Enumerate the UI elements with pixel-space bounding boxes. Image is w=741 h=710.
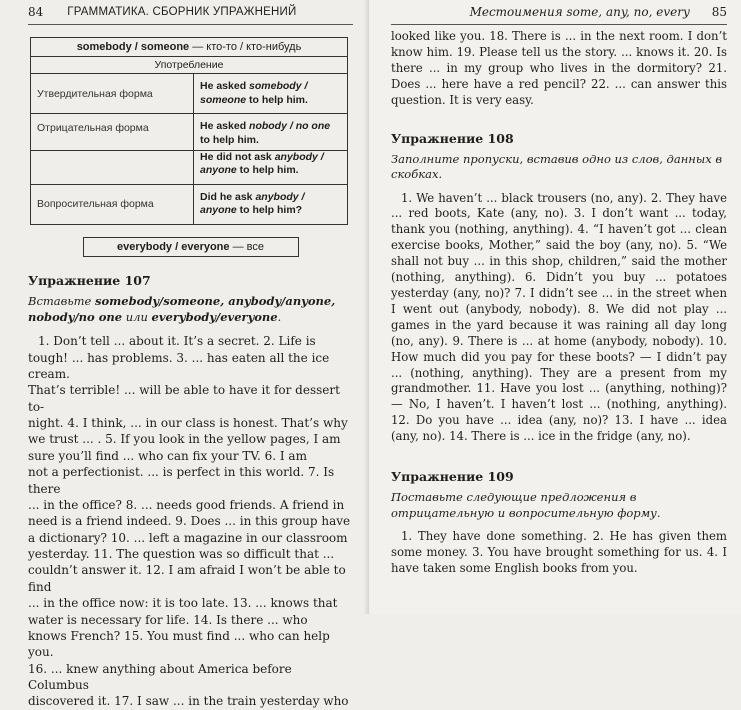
exercise-108-instruction: Заполните пропуски, вставив одно из слов, данных в скобках. xyxy=(391,151,723,182)
example-prefix: He did not ask xyxy=(200,150,275,163)
grammar-table xyxy=(30,37,348,225)
text-line: ... in the office now: it is too late. 13. ... knows that xyxy=(28,596,338,611)
table-row-example xyxy=(194,114,348,150)
instruction-part: . xyxy=(277,309,282,324)
text-line: not a perfectionist. ... is perfect in this world. 7. Is there xyxy=(28,465,335,496)
everybody-term: everybody / everyone xyxy=(117,241,230,254)
text-line: need is a friend indeed. 9. Does ... in this group have xyxy=(28,514,351,529)
example-rest: to help him. xyxy=(246,93,308,106)
left-page xyxy=(0,0,369,709)
example-prefix: He asked xyxy=(200,120,250,133)
instruction-words: everybody/everyone xyxy=(151,309,278,324)
right-page-header xyxy=(391,0,727,25)
right-page xyxy=(369,0,741,614)
grammar-table-subheader: Употребление xyxy=(31,57,348,74)
exercise-108-title: Упражнение 108 xyxy=(391,130,514,146)
example-word: anybody / xyxy=(274,150,324,163)
example-word-2: anyone xyxy=(200,164,237,177)
everybody-box xyxy=(83,237,299,257)
text-line: night. 4. I think, ... in our class is honest. That’s why xyxy=(28,416,348,431)
text-line: a dictionary? 10. ... left a magazine in our classroom xyxy=(28,530,348,545)
example-word: nobody / no one xyxy=(249,120,331,133)
text-line: water is necessary for life. 14. Is there ... who xyxy=(28,612,308,627)
text-line: couldn’t answer it. 12. I am afraid I won’t be able to find xyxy=(28,563,346,594)
exercise-107-title: Упражнение 107 xyxy=(28,273,151,289)
text-line: ... in the office? 8. ... needs good friends. A friend in xyxy=(28,497,345,512)
exercise-109-title: Упражнение 109 xyxy=(391,469,514,485)
table-row xyxy=(31,150,348,184)
exercise-107-continuation: looked like you. 18. There is ... in the next room. I don’t know him. 19. Please tell us the story. ... knows it. 20. Is there ... in my group who lives in the dormitory? 21. Does ... here have a red pencil? 22. ... can answer this question. It is very easy. xyxy=(391,29,727,107)
table-row-label xyxy=(31,150,194,184)
text-line: That’s terrible! ... will be able to have it for dessert to- xyxy=(28,383,340,414)
right-page-number: 85 xyxy=(711,5,727,19)
table-row-example xyxy=(194,184,348,224)
text-line: 16. ... knew anything about America before Columbus xyxy=(28,661,292,693)
left-page-header xyxy=(28,0,353,25)
table-row xyxy=(31,184,348,224)
exercise-108-text: 1. We haven’t ... black trousers (no, any). 2. They have ... red boots, Kate (any, no). 3. I don’t want ... today, thank you (nothing, anything). 4. “I haven’t got ... clean exercise books, Mother,” said the boy (any, no). 5. “We shall not buy ... in this shop, children,” said the mother (nothing, anything). 6. Didn’t you buy ... potatoes yesterday (any, no)? 7. I didn’t see ... in the street when I went out (anybody, nobody). 8. We did not play ... games in the yard because it was raining all day long (no, any). 9. There is ... at home (anybody, nobody). 10. How much did you pay for these boots? — I didn’t pay ... (nothing, anything). They are a present from my grandmother. 11. Have you lost ... (anything, nothing)? — No, I haven’t. I haven’t lost ... (nothing, anything). 12. Do you have ... idea (any, no)? 13. I have ... idea (any, no). 14. There is ... ice in the fridge (any, no). xyxy=(391,190,727,444)
example-prefix: Did he ask xyxy=(200,190,256,203)
table-row-label: Утвердительная форма xyxy=(31,74,194,114)
right-page-header-title: Местоимения some, any, no, every xyxy=(469,5,690,19)
exercise-107-instruction xyxy=(28,294,353,325)
grammar-table-head xyxy=(31,38,348,57)
everybody-translation: — все xyxy=(229,241,264,254)
example-word-2: someone xyxy=(200,93,247,106)
text-line: knows French? 15. You must find ... who can help you. xyxy=(28,628,330,660)
exercise-109-text: 1. They have done something. 2. He has given them some money. 3. You have brought something for us. 4. I have taken some English books from you. xyxy=(391,529,727,575)
table-row-example xyxy=(194,150,348,184)
text-line: discovered it. 17. I saw ... in the train yesterday who xyxy=(28,694,349,709)
example-rest: to help him? xyxy=(236,204,303,217)
text-line: we trust ... . 5. If you look in the yellow pages, I am xyxy=(28,432,341,447)
example-word-2: anyone xyxy=(200,204,237,217)
exercise-109-instruction: Поставьте следующие предложения в отрицательную и вопросительную форму. xyxy=(391,490,661,520)
table-head-translation: — кто-то / кто-нибудь xyxy=(189,41,302,53)
table-row-label: Отрицательная форма xyxy=(31,114,194,150)
table-head-term: somebody / someone xyxy=(76,41,190,53)
text-line: yesterday. 11. The question was so difficult that ... xyxy=(28,547,335,562)
table-row xyxy=(31,74,348,114)
left-page-header-title: ГРАММАТИКА. СБОРНИК УПРАЖНЕНИЙ xyxy=(67,6,297,18)
example-rest: to help him. xyxy=(200,133,259,146)
exercise-107-text xyxy=(28,333,353,710)
table-row xyxy=(31,114,348,150)
instruction-part: Вставьте xyxy=(28,294,95,309)
example-rest: to help him. xyxy=(236,164,299,177)
example-word: anybody / xyxy=(255,190,305,203)
text-line: tough! ... has problems. 3. ... has eaten all the ice cream. xyxy=(28,350,330,381)
instruction-part: или xyxy=(122,309,152,324)
example-word: somebody / xyxy=(249,80,308,92)
table-row-label: Вопросительная форма xyxy=(31,184,194,224)
example-prefix: He asked xyxy=(200,80,250,92)
table-row-example xyxy=(194,74,348,114)
left-page-number: 84 xyxy=(28,5,44,19)
text-line: sure you’ll find ... who can fix your TV. 6. I am xyxy=(28,448,307,463)
text-line: 1. Don’t tell ... about it. It’s a secret. 2. Life is xyxy=(38,334,316,349)
instruction-words: somebody/someone, anybody/anyone, nobody/no one xyxy=(28,294,336,324)
